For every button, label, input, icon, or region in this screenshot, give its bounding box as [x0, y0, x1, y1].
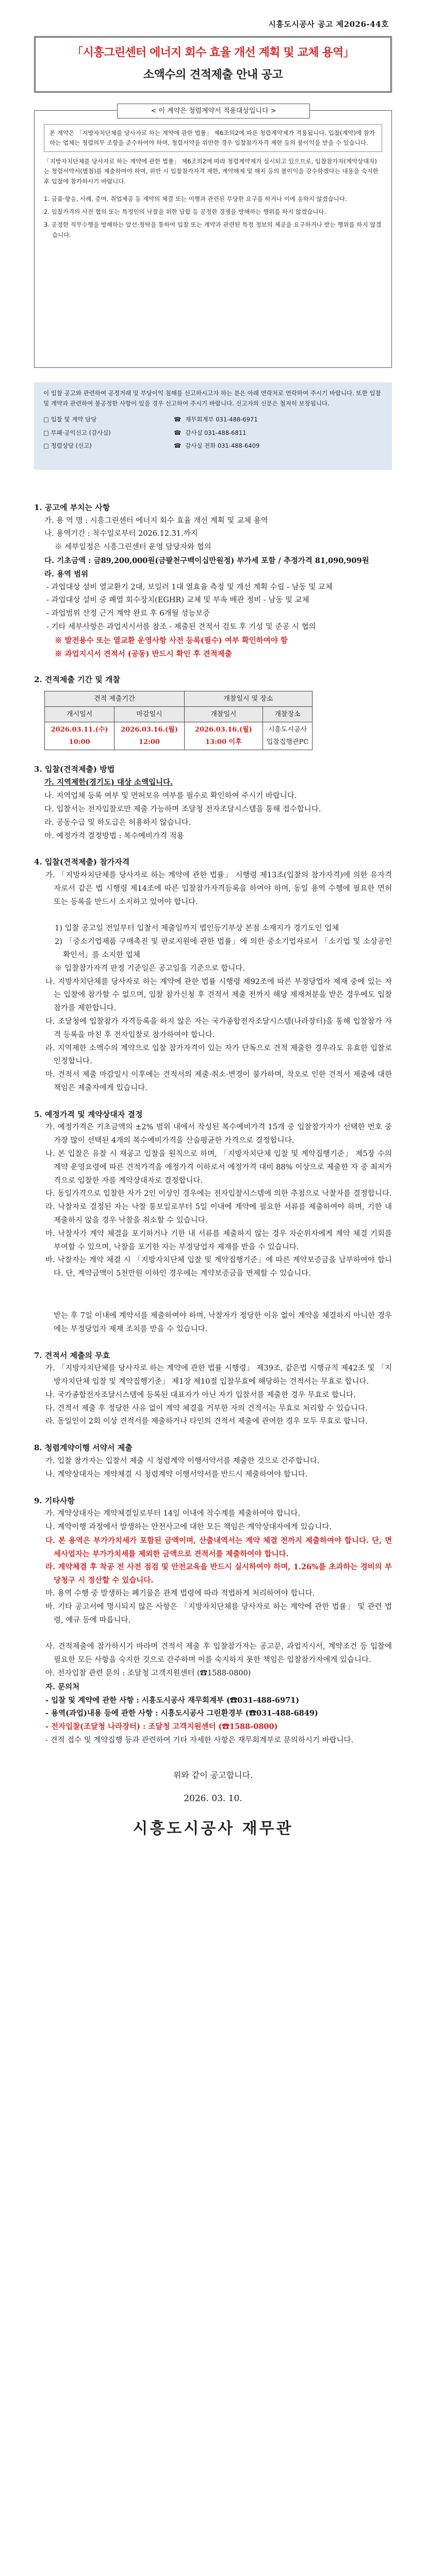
- notice-item: 1. 금품·향응, 사례, 증여, 취업제공 등 계약의 체결 또는 이행과 관련된 부당한 요구를 하거나 이에 응하지 않겠습니다.: [44, 195, 347, 202]
- text-paragraph: 라. 낙찰자로 결정된 자는 낙찰 통보일로부터 5일 이내에 계약에 필요한 서류를 제출하여야 하며, 기한 내 제출하지 않을 경우 낙찰을 취소할 수 있습니다.: [45, 1203, 392, 1225]
- notice-body: [34, 501, 392, 1842]
- table-header: 견적 제출기간: [45, 691, 185, 707]
- contact-label: □ 부패·공익신고 (감사실): [43, 429, 111, 436]
- section-heading: 7. 견적서 제출의 무효: [34, 1350, 110, 1360]
- text-paragraph: 마. 견적서 제출 마감일시 이후에는 견적서의 제출·취소·변경이 불가하며, 착오로 인한 견적서 제출에 대한 책임은 제출자에게 있습니다.: [45, 1071, 392, 1092]
- text-paragraph: 나. 계약상대자는 계약체결 시 청렴계약 이행서약서를 반드시 제출하여야 합니다.: [45, 1470, 308, 1479]
- contact-label: □ 입찰 및 계약 담당: [43, 416, 97, 423]
- text-paragraph: 다. 견적서 제출 후 정당한 사유 없이 계약 체결을 거부한 자의 견적서는 무효로 처리할 수 있습니다.: [45, 1404, 368, 1413]
- contact-line: - 입찰 및 계약에 관한 사항 : 시흥도시공사 재무회계부 (☎031-488-6971): [45, 1696, 300, 1705]
- text-paragraph: 다. 조달청에 입찰참가 자격등록을 하지 않은 자는 국가종합전자조달시스템(나라장터)을 통해 입찰참가 자격 등록을 마친 후 전자입찰로 참가하여야 합니다.: [45, 1017, 392, 1039]
- contact-line: - 전자입찰(조달청 나라장터) : 조달청 고객지원센터 (☎1588-0800): [45, 1722, 278, 1732]
- contact-line: - 용역(과업)내용 등에 관한 사항 : 시흥도시공사 그린환경부 (☎031-488-6849): [45, 1709, 318, 1718]
- title-line1: 「시흥그린센터 에너지 회수 효율 개선 계획 및 교체 용역」: [72, 46, 354, 59]
- closing: [34, 1768, 392, 1842]
- text-paragraph: 바. 기타 공고서에 명시되지 않은 사항은 「지방자치단체를 당사자로 하는 계약에 관한 법률」 및 관련 법령, 예규 등에 따릅니다.: [45, 1602, 392, 1624]
- table-row: [45, 722, 313, 750]
- text-paragraph: 다. 동일가격으로 입찰한 자가 2인 이상인 경우에는 전자입찰시스템에 의한 추첨으로 낙찰자를 결정합니다.: [45, 1190, 392, 1198]
- table-header-row: [45, 707, 313, 722]
- contact-tel: 감사실 031-488-6811: [185, 429, 247, 436]
- contact-label: □ 청렴상담 (신고): [43, 442, 92, 450]
- closing-date: 2026. 03. 10.: [184, 1793, 242, 1804]
- text-line: 나. 용역기간 : 착수일로부터 2026.12.31.까지: [44, 530, 198, 538]
- text-paragraph: 라. 계약체결 후 착공 전 사전 점검 및 안전교육을 반드시 실시하여야 하며, 1.26%를 초과하는 경비의 부당청구 시 정산할 수 있습니다.: [45, 1563, 392, 1585]
- table-cell: 2026.03.16.(월) 12:00: [114, 722, 184, 750]
- contact-intro: 이 입찰 공고와 관련하여 공정거래 및 부당이익 침해를 신고하시고자 하는 분은 아래 연락처로 연락하여 주시기 바랍니다. 또한 입찰 및 계약과 관련하여 불공정한 사항이 있을 경우 신고하여 주시기 바랍니다. 신고자의 신분은 철저히 보장됩니다.: [43, 389, 381, 407]
- text-paragraph: 1) 입찰 공고일 전일부터 입찰서 제출일까지 법인등기부상 본점 소재지가 경기도인 업체: [55, 924, 339, 933]
- section-heading: 9. 기타사항: [34, 1496, 75, 1505]
- phone-icon: ☎: [173, 416, 182, 423]
- text-paragraph: 나. 본 입찰은 유찰 시 재공고 입찰을 원칙으로 하며, 「지방자치단체 입찰 및 계약집행기준」 제5장 수의계약 운영요령에 따른 견적가격을 예정가격 이하로서 예정가격 대비 88% 이상으로 제출한 자 중 최저가격으로 입찰한 자를 계약상대자로 결정합니다.: [45, 1150, 392, 1185]
- text-line: 마. 예정가격 결정방법 : 복수예비가격 적용: [44, 832, 184, 840]
- table-header: 개찰일시 및 장소: [184, 691, 312, 707]
- text-paragraph: 마. 용역 수행 중 발생하는 폐기물은 관계 법령에 따라 적법하게 처리하여야 합니다.: [45, 1589, 315, 1598]
- text-line: 라. 공동수급 및 하도급은 허용하지 않습니다.: [44, 818, 191, 827]
- text-paragraph: 아. 전자입찰 관련 문의 : 조달청 고객지원센터 (☎1588-0800): [45, 1669, 251, 1677]
- text-line: 가. 용 역 명 : 시흥그린센터 에너지 회수 효율 개선 계획 및 교체 용역: [44, 516, 268, 525]
- table-header-row: [45, 691, 313, 707]
- text-paragraph: 2) 「중소기업제품 구매촉진 및 판로지원에 관한 법률」에 의한 중소기업자로서 「소기업 및 소상공인 확인서」를 소지한 업체: [55, 938, 392, 959]
- text-paragraph: 다. 본 용역은 부가가치세가 포함된 금액이며, 산출내역서는 계약 체결 전까지 제출하여야 합니다. 단, 면세사업자는 부가가치세를 제외한 금액으로 견적서를 제출하여야 합니다.: [45, 1536, 392, 1558]
- text-paragraph: 바. 낙찰자는 계약 체결 시 「지방자치단체 입찰 및 계약집행기준」에 따른 계약보증금을 납부하여야 합니다. 단, 계약금액이 5천만원 이하인 경우에는 계약보증금을 면제할 수 있습니다.: [45, 1256, 392, 1278]
- text-paragraph: 마. 낙찰자가 계약 체결을 포기하거나 기한 내 서류를 제출하지 않는 경우 차순위자에게 계약 체결 기회를 부여할 수 있으며, 낙찰을 포기한 자는 부정당업자 제재를 받을 수 있습니다.: [45, 1229, 392, 1251]
- phone-icon: ☎: [173, 442, 182, 450]
- warning-line: ※ 발전용수 또는 열교환 운영사항 사전 등록(필수) 여부 확인하여야 함: [55, 636, 288, 645]
- text-paragraph: 가. 계약상대자는 계약체결일로부터 14일 이내에 착수계를 제출하여야 합니다.: [45, 1510, 301, 1518]
- contact-tel: 감사실 전화 031-488-6409: [185, 442, 260, 450]
- notice-list: [44, 194, 382, 240]
- text-paragraph: ※ 입찰참가자격 판정 기준일은 공고일을 기준으로 합니다.: [55, 964, 245, 973]
- phone-icon: ☎: [173, 429, 182, 436]
- text-paragraph: 라. 지역제한 소액수의 계약으로 입찰 참가자격이 있는 자가 단독으로 견적 제출한 경우라도 유효한 입찰로 인정합니다.: [45, 1044, 392, 1066]
- text-paragraph: 나. 지방자치단체를 당사자로 하는 계약에 관한 법률 시행령 제92조에 따른 부정당업자 제재 중에 있는 자는 입찰에 참가할 수 없으며, 입찰 참가신청 후 견적서 제출 전까지 해당 제재처분을 받은 경우에도 입찰 참가를 제한합니다.: [45, 977, 392, 1013]
- closing-line: 위와 같이 공고합니다.: [173, 1770, 253, 1780]
- contact-line: - 견적 접수 및 계약집행 등과 관련하여 기타 자세한 사항은 재무회계부로 문의하시기 바랍니다.: [45, 1736, 354, 1744]
- notice-item: 3. 공정한 직무수행을 방해하는 알선·청탁을 통하여 입찰 또는 계약과 관련된 특정 정보의 제공을 요구하거나 받는 행위를 하지 않겠습니다.: [44, 221, 382, 239]
- text-line: - 과업대상 설비 중 폐열 회수장치(EGHR) 교체 및 부속 배관 정비 - 남동 및 교체: [46, 596, 309, 605]
- text-line: 다. 기초금액 : 금89,200,000원(금팔천구백이십만원정) 부가세 포함 / 추정가격 81,090,909원: [44, 556, 369, 566]
- section-heading: 8. 청렴계약이행 서약서 제출: [34, 1443, 133, 1453]
- section-heading: 4. 입찰(견적제출) 참가자격: [34, 857, 130, 867]
- text-line: - 과업대상 설비 열교환기 2대, 보일러 1대 열효율 측정 및 개선 계획 수립 - 남동 및 교체: [46, 583, 333, 591]
- text-paragraph: 라. 동일인이 2회 이상 견적서를 제출하거나 타인의 견적서 제출에 관여한 경우 모두 무효로 합니다.: [45, 1417, 368, 1426]
- notice-intro: 본 계약은 「지방자치단체를 당사자로 하는 계약에 관한 법률」 제6조의2에 따른 청렴계약제가 적용됩니다. 입찰(계약)에 참가하는 업체는 청렴의무 조항을 준수하여야 하며, 청렴서약을 위반한 경우 입찰참가자격 제한 등의 불이익을 받을 수 있습니다.: [44, 124, 382, 152]
- table-header: 개찰일시: [184, 707, 263, 722]
- table-header: 개시일시: [45, 707, 114, 722]
- text-line: 가. 지역제한(경기도) 대상 소액입니다.: [44, 778, 173, 787]
- doc-number: 시흥도시공사 공고 제2026-44호: [268, 20, 389, 29]
- notice-paragraph: 「지방자치단체를 당사자로 하는 계약에 관한 법률」 제6조의2에 따라 청렴계약제가 실시되고 있으므로, 입찰참가자(계약상대자)는 청렴서약서(별첨)를 제출하여야 하며, 위반 시 입찰참가자격 제한, 계약해제 및 해지 등의 불이익을 감수하겠다는 내용을 숙지한 후 입찰에 참가하시기 바랍니다.: [44, 157, 379, 185]
- title-line2: 소액수의 견적제출 안내 공고: [143, 69, 283, 82]
- text-paragraph: 가. 예정가격은 기초금액의 ±2% 범위 내에서 작성된 복수예비가격 15개 중 입찰참가자가 선택한 번호 중 가장 많이 선택된 4개의 복수예비가격을 산술평균한 가격으로 결정합니다.: [45, 1123, 392, 1145]
- table-cell: 시흥도시공사 입찰집행관PC: [263, 722, 313, 750]
- text-paragraph: 나. 국가종합전자조달시스템에 등록된 대표자가 아닌 자가 입찰서를 제출한 경우 무효로 합니다.: [45, 1391, 356, 1399]
- schedule-table: [44, 691, 313, 750]
- text-line: 라. 용역 범위: [44, 569, 89, 579]
- contact-box: [34, 382, 392, 470]
- text-paragraph: 나. 계약이행 과정에서 발생하는 안전사고에 대한 모든 책임은 계약상대자에게 있습니다.: [45, 1523, 332, 1532]
- issuer-name: 시흥도시공사 재무관: [133, 1819, 293, 1838]
- section-heading: 1. 공고에 부치는 사항: [34, 503, 110, 512]
- text-line: - 과업범위 산정 근거 계약 완료 후 6개월 성능보증: [46, 609, 210, 618]
- table-cell: 2026.03.11.(수) 10:00: [45, 722, 114, 750]
- section-heading: 5. 예정가격 및 계약상대자 결정: [34, 1109, 143, 1119]
- text-line: 다. 입찰서는 전자입찰로만 제출 가능하며 조달청 전자조달시스템을 통해 접수합니다.: [44, 805, 321, 814]
- text-line: ※ 세부일정은 시흥그린센터 운영 담당자와 협의: [55, 543, 211, 552]
- table-cell: 2026.03.16.(월) 13:00 이후: [184, 722, 263, 750]
- notice-item: 2. 입찰가격의 사전 협의 또는 특정인의 낙찰을 위한 담합 등 공정한 경쟁을 방해하는 행위를 하지 않겠습니다.: [44, 208, 326, 215]
- title-box: [34, 36, 392, 93]
- table-header: 마감일시: [114, 707, 184, 722]
- contact-row: [43, 428, 383, 438]
- contact-row: [43, 415, 383, 425]
- text-paragraph: 사. 견적제출에 참가하시기 바라며 견적서 제출 후 입찰참가자는 공고문, 과업지시서, 계약조건 등 입찰에 필요한 모든 사항을 숙지한 것으로 간주하며 이를 숙지하지 못한 책임은 입찰참가자에게 있습니다.: [45, 1642, 392, 1665]
- notice-title: < 이 계약은 청렴계약서 적용대상입니다 >: [117, 104, 310, 118]
- section-heading: 2. 견적제출 기간 및 개찰: [34, 675, 120, 685]
- text-paragraph: 자. 문의처: [45, 1682, 80, 1691]
- warning-line: ※ 과업지시서 견적서 (공동) 반드시 확인 후 견적제출: [55, 649, 232, 658]
- text-paragraph: 가. 입찰 참가자는 입찰서 제출 시 청렴계약 이행서약서를 제출한 것으로 간주합니다.: [45, 1456, 320, 1465]
- text-line: - 기타 세부사항은 과업지시서를 참조 - 제출된 견적서 검토 후 기성 및 준공 시 협의: [46, 623, 316, 632]
- contact-tel: 재무회계부 031-488-6971: [185, 416, 258, 423]
- text-line: 나. 지역업체 등록 여부 및 면허보유 여부를 필수로 확인하여 주시기 바랍니다.: [44, 792, 297, 801]
- text-paragraph: 받는 후 7일 이내에 계약서를 제출하여야 하며, 낙찰자가 정당한 이유 없이 계약을 체결하지 아니한 경우에는 부정당업자 제재 조치를 받을 수 있습니다.: [54, 1312, 392, 1333]
- text-paragraph: 가. 「지방자치단체를 당사자로 하는 계약에 관한 법률 시행령」 제39조, 같은법 시행규칙 제42조 및 「지방자치단체 입찰 및 계약집행기준」 제1장 제10절 입찰무효에 해당하는 견적서는 무효로 합니다.: [45, 1364, 392, 1386]
- text-paragraph: 가. 「지방자치단체를 당사자로 하는 계약에 관한 법률」 시행령 제13조(입찰의 참가자격)에 의한 유자격자로서 같은 법 시행령 제14조에 따른 입찰참가자격등록을 하여야 하며, 동일 용역 수행에 필요한 면허 또는 등록을 반드시 소지하고 있어야 합니다.: [45, 871, 392, 906]
- integrity-notice: [34, 107, 392, 368]
- contact-row: [43, 441, 383, 451]
- table-header: 개찰장소: [263, 707, 313, 722]
- section-heading: 3. 입찰(견적제출) 방법: [34, 764, 115, 774]
